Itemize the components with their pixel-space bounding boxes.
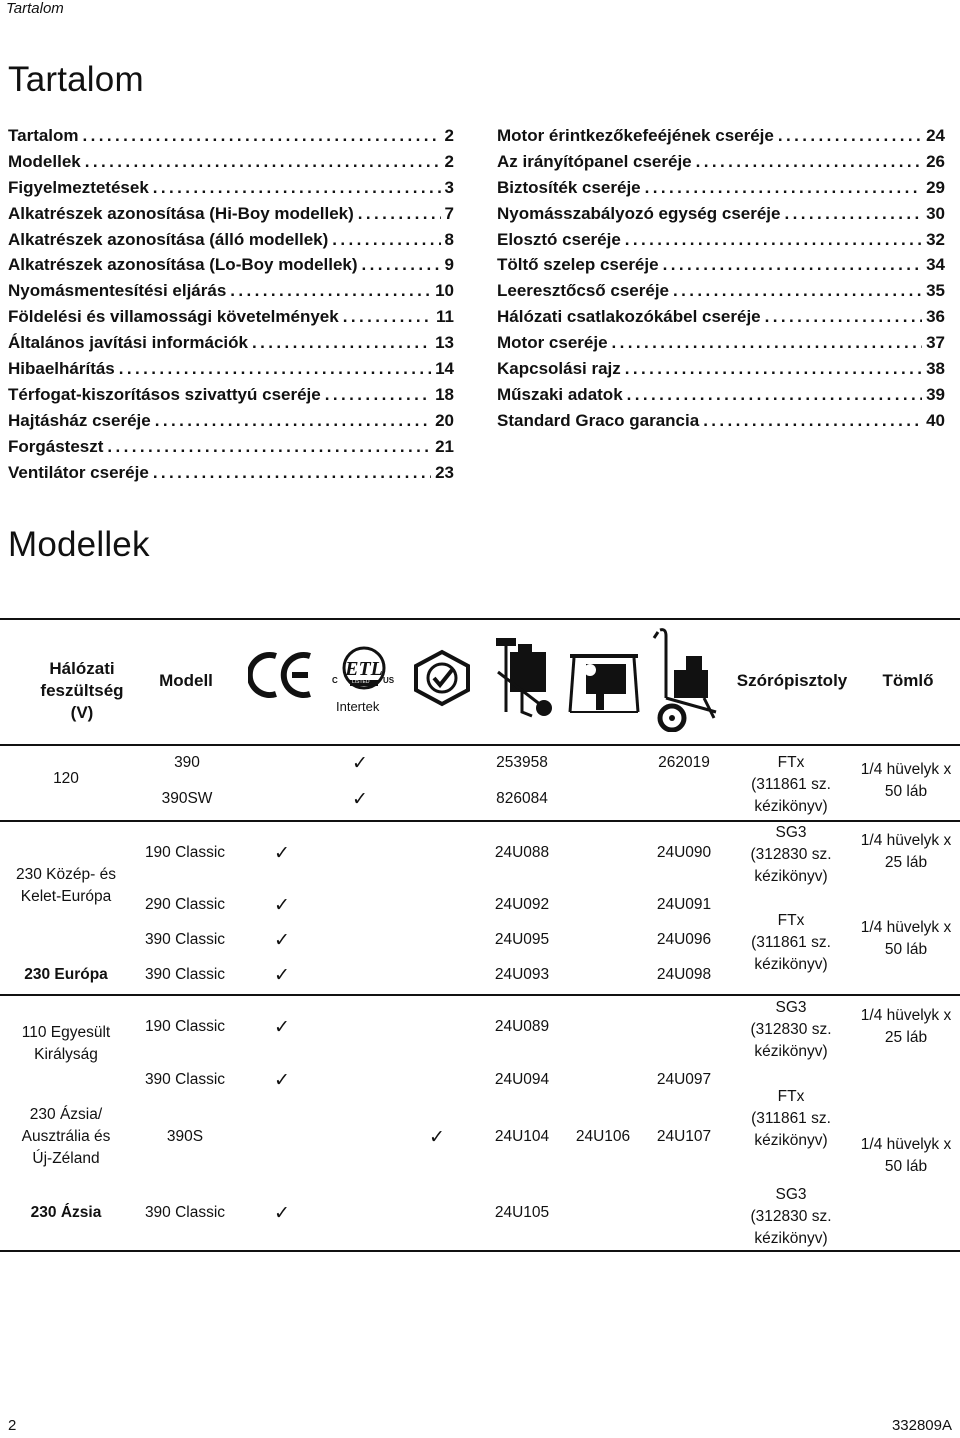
toc-entry-title: Töltő szelep cseréje xyxy=(497,255,659,275)
toc-entry[interactable] xyxy=(8,463,454,489)
hose-spec: 1/4 hüvelyk x 25 láb xyxy=(860,1007,952,1046)
toc-entry-page: 2 xyxy=(444,151,454,171)
intertek-label: Intertek xyxy=(336,699,380,714)
page-number: 2 xyxy=(8,1417,17,1434)
toc-entry-title: Térfogat-kiszorításos szivattyú cseréje xyxy=(8,384,321,404)
voltage-230-europe: 230 Európa xyxy=(24,966,108,983)
models-table xyxy=(0,618,960,1258)
hose-spec: 1/4 hüvelyk x 25 láb xyxy=(860,832,952,871)
etl-us-label: US xyxy=(383,676,395,685)
hose-spec: 1/4 hüvelyk x 50 láb xyxy=(860,919,952,958)
hi-boy-sprayer-icon xyxy=(492,632,558,720)
toc-entry-page: 39 xyxy=(926,384,945,404)
header-voltage: Hálózati feszültség (V) xyxy=(40,659,124,722)
part-number: 24U106 xyxy=(575,1128,631,1145)
toc-entry-title: Nyomásmentesítési eljárás xyxy=(8,281,227,301)
model-cell: 390 Classic xyxy=(144,966,226,983)
toc-entry-page: 36 xyxy=(926,307,945,327)
table-bottom-rule xyxy=(0,1250,960,1252)
header-spray-gun: Szórópisztoly xyxy=(736,671,848,690)
toc-dot-leader xyxy=(153,178,441,198)
toc-title: Tartalom xyxy=(8,60,144,99)
toc-entry[interactable] xyxy=(497,204,945,230)
toc-entry[interactable] xyxy=(8,411,454,437)
toc-entry-title: Általános javítási információk xyxy=(8,333,248,353)
toc-dot-leader xyxy=(252,333,431,353)
toc-entry[interactable] xyxy=(8,178,454,204)
toc-entry-title: Földelési és villamossági követelmények xyxy=(8,307,339,327)
hose-spec: 1/4 hüvelyk x 50 láb xyxy=(860,1136,952,1175)
part-number: 24U097 xyxy=(656,1071,712,1088)
voltage-230-asia-australia-new-zealand: 230 Ázsia/ Ausztrália és Új-Zéland xyxy=(21,1106,111,1167)
voltage-120: 120 xyxy=(53,770,79,787)
toc-entry[interactable] xyxy=(497,126,945,152)
part-number: 24U091 xyxy=(656,896,712,913)
toc-dot-leader xyxy=(107,437,431,457)
toc-dot-leader xyxy=(85,152,441,172)
part-number: 24U105 xyxy=(494,1204,550,1221)
toc-dot-leader xyxy=(83,126,441,146)
part-number: 24U098 xyxy=(656,966,712,983)
part-number: 24U092 xyxy=(494,896,550,913)
model-cell: 290 Classic xyxy=(144,896,226,913)
toc-entry-page: 11 xyxy=(436,307,454,327)
etl-listed-label: LISTED xyxy=(352,679,370,685)
toc-entry-title: Elosztó cseréje xyxy=(497,229,621,249)
toc-entry-page: 20 xyxy=(435,410,454,430)
toc-dot-leader xyxy=(230,281,431,301)
part-number: 24U095 xyxy=(494,931,550,948)
model-cell: 190 Classic xyxy=(144,844,226,861)
toc-dot-leader xyxy=(703,411,922,431)
part-number: 24U096 xyxy=(656,931,712,948)
toc-entry[interactable] xyxy=(8,385,454,411)
part-number: 24U089 xyxy=(494,1018,550,1035)
part-number: 24U094 xyxy=(494,1071,550,1088)
toc-entry-title: Forgásteszt xyxy=(8,436,104,456)
toc-entry-title: Alkatrészek azonosítása (Hi-Boy modellek) xyxy=(8,203,354,223)
toc-entry[interactable] xyxy=(8,333,454,359)
part-number: 24U104 xyxy=(494,1128,550,1145)
model-cell: 390S xyxy=(166,1128,204,1145)
spray-gun-ftx: FTx (311861 sz. kézikönyv) xyxy=(751,912,831,973)
toc-entry-page: 30 xyxy=(926,203,945,223)
toc-dot-leader xyxy=(153,463,431,483)
toc-entry-title: Standard Graco garancia xyxy=(497,410,700,430)
table-top-rule xyxy=(0,618,960,620)
toc-dot-leader xyxy=(325,385,431,405)
toc-entry-title: Biztosíték cseréje xyxy=(497,177,641,197)
toc-entry-page: 10 xyxy=(435,281,454,301)
toc-left-column xyxy=(8,126,454,488)
toc-entry-title: Alkatrészek azonosítása (Lo-Boy modellek) xyxy=(8,255,358,275)
hose-spec: 1/4 hüvelyk x 50 láb xyxy=(860,761,952,800)
ce-mark-icon xyxy=(248,650,316,700)
toc-entry-title: Kapcsolási rajz xyxy=(497,359,621,379)
toc-entry[interactable] xyxy=(497,411,945,437)
toc-entry-page: 24 xyxy=(926,126,945,145)
toc-dot-leader xyxy=(625,359,922,379)
toc-entry[interactable] xyxy=(8,126,454,152)
toc-entry-page: 35 xyxy=(926,281,945,301)
model-cell: 390 Classic xyxy=(144,1204,226,1221)
check-icon: ✓ xyxy=(274,1017,290,1038)
document-number: 332809A xyxy=(891,1417,952,1434)
toc-entry-title: Tartalom xyxy=(8,126,79,145)
toc-entry-title: Ventilátor cseréje xyxy=(8,462,149,482)
toc-entry-page: 9 xyxy=(444,255,454,275)
toc-entry-title: Hajtásház cseréje xyxy=(8,410,151,430)
voltage-230-central-eastern-europe: 230 Közép- és Kelet-Európa xyxy=(16,866,116,905)
model-cell: 390 Classic xyxy=(144,1071,226,1088)
check-icon: ✓ xyxy=(274,1203,290,1224)
toc-entry-title: Nyomásszabályozó egység cseréje xyxy=(497,203,781,223)
toc-entry[interactable] xyxy=(497,359,945,385)
check-icon: ✓ xyxy=(274,930,290,951)
toc-dot-leader xyxy=(358,204,441,224)
toc-dot-leader xyxy=(645,178,922,198)
toc-entry[interactable] xyxy=(497,178,945,204)
check-icon: ✓ xyxy=(274,895,290,916)
toc-entry[interactable] xyxy=(8,230,454,256)
toc-entry-page: 38 xyxy=(926,359,945,379)
toc-entry[interactable] xyxy=(497,385,945,411)
toc-dot-leader xyxy=(663,255,923,275)
toc-entry-title: Motor cseréje xyxy=(497,333,608,353)
toc-dot-leader xyxy=(778,126,922,146)
toc-entry-title: Műszaki adatok xyxy=(497,384,623,404)
header-rule xyxy=(0,744,960,746)
toc-entry-title: Az irányítópanel cseréje xyxy=(497,151,692,171)
toc-dot-leader xyxy=(119,359,431,379)
toc-entry-page: 2 xyxy=(444,126,454,145)
spray-gun-sg3: SG3 (312830 sz. kézikönyv) xyxy=(750,824,832,885)
toc-entry-title: Hálózati csatlakozókábel cseréje xyxy=(497,307,761,327)
toc-dot-leader xyxy=(696,152,922,172)
toc-entry[interactable] xyxy=(497,255,945,281)
toc-entry[interactable] xyxy=(497,307,945,333)
model-cell: 190 Classic xyxy=(144,1018,226,1035)
spray-gun-ftx: FTx (311861 sz. kézikönyv) xyxy=(751,754,831,815)
part-number: 24U107 xyxy=(656,1128,712,1145)
stand-sprayer-icon xyxy=(566,640,642,716)
header-model: Modell xyxy=(159,671,213,690)
model-cell: 390 Classic xyxy=(144,931,226,948)
toc-dot-leader xyxy=(627,385,922,405)
voltage-230-asia: 230 Ázsia xyxy=(30,1204,102,1221)
toc-entry-title: Alkatrészek azonosítása (álló modellek) xyxy=(8,229,329,249)
check-icon: ✓ xyxy=(274,1070,290,1091)
toc-dot-leader xyxy=(625,230,922,250)
check-icon: ✓ xyxy=(274,965,290,986)
header-hose: Tömlő xyxy=(882,671,934,690)
toc-entry-title: Figyelmeztetések xyxy=(8,177,149,197)
toc-entry[interactable] xyxy=(497,333,945,359)
toc-entry[interactable] xyxy=(497,230,945,256)
toc-entry-page: 14 xyxy=(435,359,454,379)
model-cell: 390 xyxy=(174,754,200,771)
toc-entry[interactable] xyxy=(8,307,454,333)
toc-entry-page: 21 xyxy=(435,436,454,456)
toc-entry-page: 26 xyxy=(926,151,945,171)
models-title: Modellek xyxy=(8,525,150,564)
toc-entry-title: Motor érintkezőkefeéjének cseréje xyxy=(497,126,774,145)
toc-entry[interactable] xyxy=(497,152,945,178)
lo-boy-sprayer-icon xyxy=(652,626,722,732)
etl-c-label: C xyxy=(332,676,338,685)
part-number: 826084 xyxy=(496,790,548,807)
check-icon: ✓ xyxy=(274,843,290,864)
check-icon: ✓ xyxy=(352,753,368,774)
part-number: 262019 xyxy=(658,754,710,771)
toc-entry-page: 32 xyxy=(926,229,945,249)
toc-entry-title: Leeresztőcső cseréje xyxy=(497,281,669,301)
svg-text:ETL: ETL xyxy=(345,658,383,680)
toc-dot-leader xyxy=(612,333,923,353)
toc-entry-page: 7 xyxy=(444,203,454,223)
toc-entry-title: Hibaelhárítás xyxy=(8,359,115,379)
toc-right-column xyxy=(497,126,945,437)
toc-entry-page: 29 xyxy=(926,177,945,197)
toc-entry-page: 18 xyxy=(435,384,454,404)
toc-entry[interactable] xyxy=(497,281,945,307)
running-head: Tartalom xyxy=(6,0,64,17)
toc-entry-page: 13 xyxy=(435,333,454,353)
toc-entry-page: 8 xyxy=(444,229,454,249)
toc-entry[interactable] xyxy=(8,437,454,463)
toc-dot-leader xyxy=(784,204,922,224)
check-icon: ✓ xyxy=(429,1127,445,1148)
toc-entry[interactable] xyxy=(8,152,454,178)
toc-entry-page: 40 xyxy=(926,410,945,430)
toc-entry-title: Modellek xyxy=(8,151,81,171)
toc-entry[interactable] xyxy=(8,204,454,230)
spray-gun-sg3: SG3 (312830 sz. kézikönyv) xyxy=(750,999,832,1060)
part-number: 24U090 xyxy=(656,844,712,861)
group-rule xyxy=(0,994,960,996)
voltage-110-united-kingdom: 110 Egyesült Királyság xyxy=(21,1024,111,1063)
part-number: 24U088 xyxy=(494,844,550,861)
spray-gun-sg3: SG3 (312830 sz. kézikönyv) xyxy=(750,1186,832,1247)
toc-entry[interactable] xyxy=(8,281,454,307)
check-icon: ✓ xyxy=(352,789,368,810)
part-number: 253958 xyxy=(496,754,548,771)
toc-dot-leader xyxy=(765,307,922,327)
toc-dot-leader xyxy=(332,230,440,250)
part-number: 24U093 xyxy=(494,966,550,983)
toc-entry-page: 23 xyxy=(435,462,454,482)
toc-entry[interactable] xyxy=(8,255,454,281)
toc-entry-page: 37 xyxy=(926,333,945,353)
toc-dot-leader xyxy=(673,281,922,301)
toc-entry-page: 3 xyxy=(444,177,454,197)
spray-gun-ftx: FTx (311861 sz. kézikönyv) xyxy=(751,1088,831,1149)
toc-entry[interactable] xyxy=(8,359,454,385)
rcm-mark-icon xyxy=(410,648,474,708)
toc-dot-leader xyxy=(155,411,431,431)
toc-dot-leader xyxy=(343,307,432,327)
toc-dot-leader xyxy=(362,255,441,275)
model-cell: 390SW xyxy=(161,790,213,807)
toc-entry-page: 34 xyxy=(926,255,945,275)
